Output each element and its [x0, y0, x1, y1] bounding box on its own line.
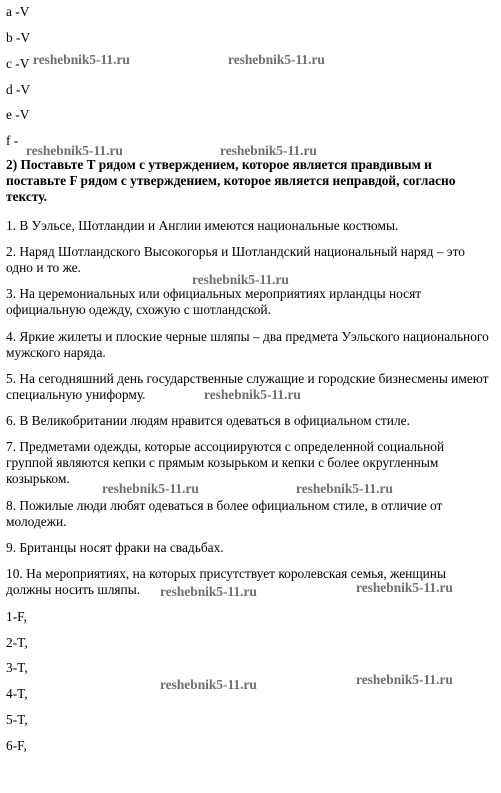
statement-8: 8. Пожилые люди любят одеваться в более официальном стиле, в отличие от молодежи. — [6, 498, 443, 529]
answer-c: c -V — [6, 56, 30, 71]
result-3: 3-T, — [6, 660, 28, 675]
watermark: reshebnik5-11.ru — [102, 481, 199, 496]
watermark: reshebnik5-11.ru — [33, 52, 130, 67]
watermark: reshebnik5-11.ru — [26, 143, 123, 158]
answer-e: e -V — [6, 107, 30, 122]
watermark: reshebnik5-11.ru — [228, 52, 325, 67]
statement-3: 3. На церемониальных или официальных мероприятиях ирландцы носят официальную одежду, схожую с шотландской. — [6, 286, 422, 317]
result-4: 4-T, — [6, 686, 28, 701]
task-heading: 2) Поставьте T рядом с утверждением, которое является правдивым и поставьте F рядом с утверждением, которое является неправдой, согласно тексту. — [6, 157, 456, 204]
watermark: reshebnik5-11.ru — [192, 272, 289, 287]
statement-7: 7. Предметами одежды, которые ассоциируются с определенной социальной группой являются кепки с прямым козырьком и кепки с более округленным козырьком. — [6, 439, 445, 486]
watermark: reshebnik5-11.ru — [220, 143, 317, 158]
watermark: reshebnik5-11.ru — [356, 580, 453, 595]
answer-f: f - — [6, 133, 19, 148]
statement-9: 9. Британцы носят фраки на свадьбах. — [6, 540, 224, 555]
watermark: reshebnik5-11.ru — [160, 584, 257, 599]
statement-5: 5. На сегодняшний день государственные служащие и городские бизнесмены имеют специальную униформу. — [6, 371, 489, 402]
watermark: reshebnik5-11.ru — [296, 481, 393, 496]
result-6: 6-F, — [6, 738, 27, 753]
result-5: 5-T, — [6, 712, 28, 727]
statement-6: 6. В Великобритании людям нравится одеваться в официальном стиле. — [6, 413, 410, 428]
statement-4: 4. Яркие жилеты и плоские черные шляпы – два предмета Уэльского национального мужского наряда. — [6, 329, 489, 360]
result-1: 1-F, — [6, 609, 27, 624]
watermark: reshebnik5-11.ru — [356, 672, 453, 687]
statement-10: 10. На мероприятиях, на которых присутствует королевская семья, женщины должны носить шляпы. — [6, 566, 446, 597]
answer-d: d -V — [6, 82, 31, 97]
answer-b: b -V — [6, 30, 31, 45]
statement-2: 2. Наряд Шотландского Высокогорья и Шотландский национальный наряд – это одно и то же. — [6, 244, 465, 275]
result-2: 2-T, — [6, 635, 28, 650]
watermark: reshebnik5-11.ru — [160, 677, 257, 692]
answer-a: a -V — [6, 4, 30, 19]
statement-1: 1. В Уэльсе, Шотландии и Англии имеются национальные костюмы. — [6, 218, 399, 233]
watermark: reshebnik5-11.ru — [204, 387, 301, 402]
